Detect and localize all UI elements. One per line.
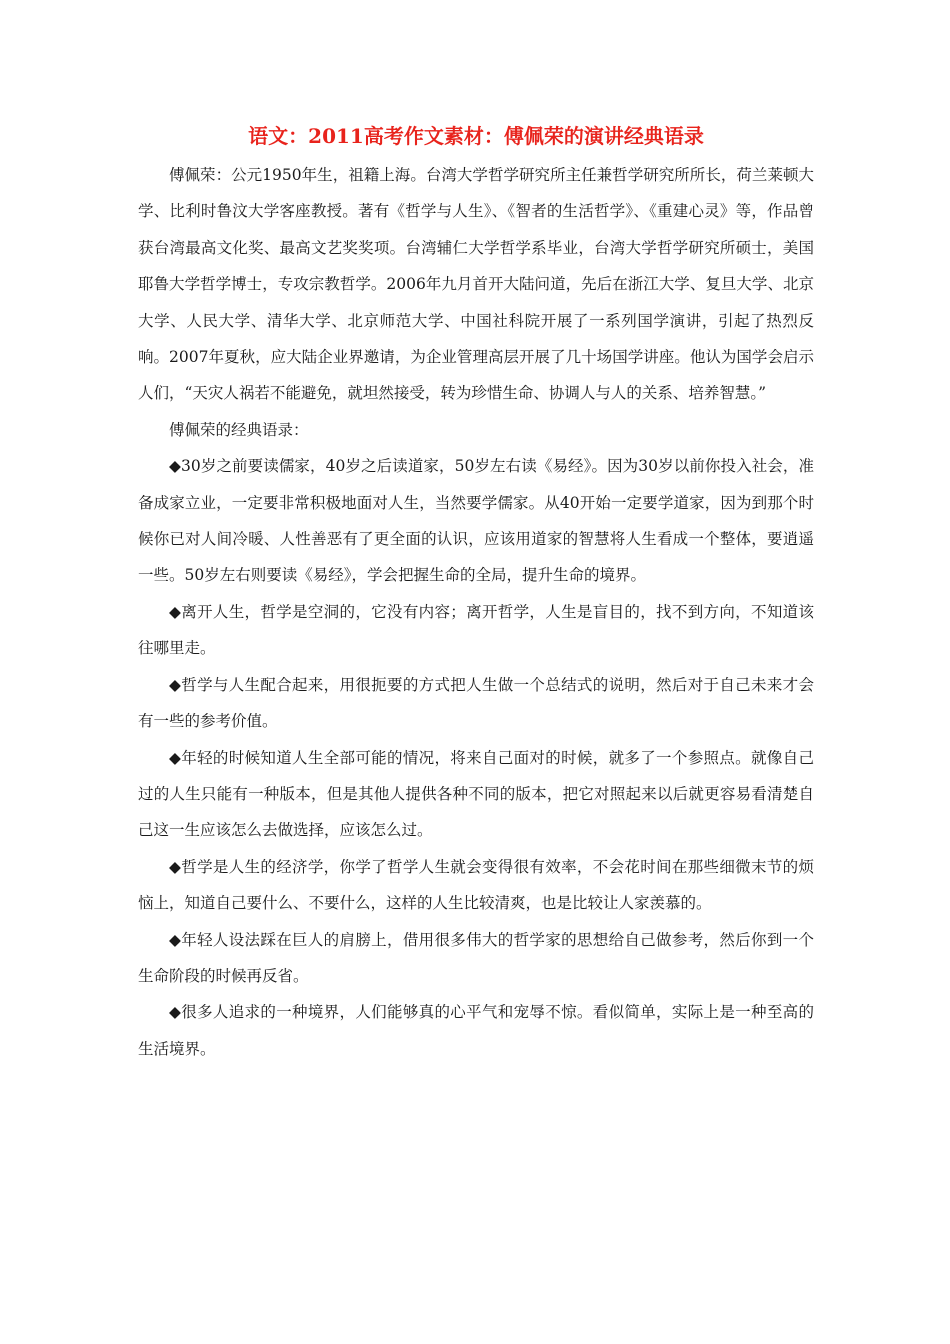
quote-item: ◆离开人生，哲学是空洞的，它没有内容；离开哲学，人生是盲目的，找不到方向，不知道该往哪里走。 — [138, 602, 814, 658]
quote-item: ◆哲学与人生配合起来，用很扼要的方式把人生做一个总结式的说明，然后对于自己未来才会有一些的参考价值。 — [138, 675, 814, 731]
quote-item: ◆很多人追求的一种境界，人们能够真的心平气和宠辱不惊。看似简单，实际上是一种至高的生活境界。 — [138, 1003, 814, 1058]
quotes-label: 傅佩荣的经典语录： — [169, 420, 309, 439]
quote-item: ◆年轻的时候知道人生全部可能的情况，将来自己面对的时候，就多了一个参照点。就像自己过的人生只能有一种版本，但是其他人提供各种不同的版本，把它对照起来以后就更容易看清楚自己这一生应该怎么去做选择，应该怎么过。 — [138, 748, 814, 840]
intro-paragraph: 傅佩荣：公元1950年生，祖籍上海。台湾大学哲学研究所主任兼哲学研究所所长，荷兰莱顿大学、比利时鲁汶大学客座教授。著有《哲学与人生》、《智者的生活哲学》、《重建心灵》等，作品曾获台湾最高文化奖、最高文艺奖奖项。台湾辅仁大学哲学系毕业，台湾大学哲学研究所硕士，美国耶鲁大学哲学博士，专攻宗教哲学。2006年九月首开大陆问道，先后在浙江大学、复旦大学、北京大学、人民大学、清华大学、北京师范大学、中国社科院开展了一系列国学演讲，引起了热烈反响。2007年夏秋，应大陆企业界邀请，为企业管理高层开展了几十场国学讲座。他认为国学会启示人们，“天灾人祸若不能避免，就坦然接受，转为珍惜生命、协调人与人的关系、培养智慧。” — [138, 166, 814, 403]
quote-item: ◆哲学是人生的经济学，你学了哲学人生就会变得很有效率，不会花时间在那些细微末节的烦恼上，知道自己要什么、不要什么，这样的人生比较清爽，也是比较让人家羡慕的。 — [138, 857, 814, 913]
quote-item: ◆30岁之前要读儒家，40岁之后读道家，50岁左右读《易经》。因为30岁以前你投入社会，准备成家立业，一定要非常积极地面对人生，当然要学儒家。从40开始一定要学道家，因为到那个时候你已对人间冷暖、人性善恶有了更全面的认识，应该用道家的智慧将人生看成一个整体，要逍遥一些。50岁左右则要读《易经》，学会把握生命的全局，提升生命的境界。 — [138, 457, 814, 585]
quote-item: ◆年轻人设法踩在巨人的肩膀上，借用很多伟大的哲学家的思想给自己做参考，然后你到一个生命阶段的时候再反省。 — [138, 930, 814, 985]
document-title: 语文：2011高考作文素材：傅佩荣的演讲经典语录 — [248, 124, 704, 148]
document-page — [138, 123, 814, 1067]
